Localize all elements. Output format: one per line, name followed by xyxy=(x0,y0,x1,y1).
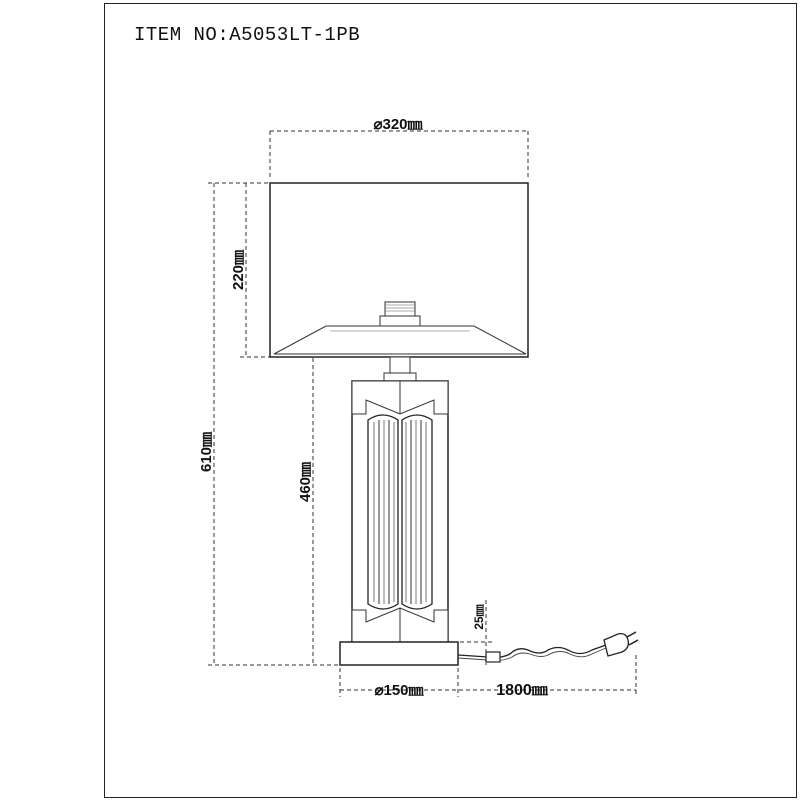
power-plug xyxy=(604,632,638,656)
item-code: A5053LT-1PB xyxy=(229,24,361,46)
bulb-socket xyxy=(380,302,420,326)
lamp-shade xyxy=(270,183,528,357)
item-label: ITEM NO: xyxy=(134,24,230,46)
cord-switch xyxy=(486,652,500,662)
glass-rod-left xyxy=(368,415,398,609)
lamp-neck xyxy=(384,357,416,381)
total-height-label: 610㎜ xyxy=(198,431,215,473)
power-cord xyxy=(458,645,606,662)
lamp-base xyxy=(340,642,458,665)
lamp-body xyxy=(352,381,448,642)
body-height-label: 460㎜ xyxy=(297,461,314,503)
base-height-label: 25㎜ xyxy=(472,604,486,630)
glass-rod-right xyxy=(402,415,432,609)
shade-diameter-dimension xyxy=(270,116,528,180)
shade-diameter-label: ⌀320㎜ xyxy=(373,116,423,133)
cord-length-label: 1800㎜ xyxy=(496,682,548,699)
shade-height-label: 220㎜ xyxy=(230,249,247,291)
base-diameter-label: ⌀150㎜ xyxy=(374,682,424,699)
